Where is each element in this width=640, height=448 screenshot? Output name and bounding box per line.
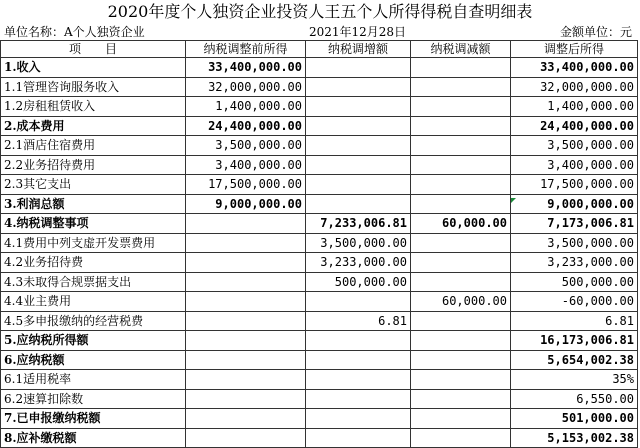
cell-increase[interactable] (306, 116, 411, 136)
table-row (1, 272, 638, 292)
cell-item[interactable]: 4.1费用中列支虚开发票费用 (1, 233, 186, 253)
cell-before[interactable] (186, 233, 306, 253)
cell-increase[interactable] (306, 97, 411, 117)
table-row (1, 389, 638, 409)
cell-after[interactable]: 16,173,006.81 (511, 331, 638, 351)
cell-increase[interactable] (306, 292, 411, 312)
table-header-row (1, 41, 638, 58)
cell-after[interactable]: 3,500,000.00 (511, 136, 638, 156)
cell-before[interactable]: 17,500,000.00 (186, 175, 306, 195)
cell-decrease[interactable] (411, 389, 511, 409)
date-label: 2021年12月28日 (308, 25, 407, 39)
header-increase: 纳税调增额 (306, 41, 411, 58)
cell-decrease[interactable] (411, 77, 511, 97)
cell-increase[interactable] (306, 155, 411, 175)
cell-before[interactable]: 9,000,000.00 (186, 194, 306, 214)
cell-before[interactable] (186, 409, 306, 429)
cell-after[interactable]: 500,000.00 (511, 272, 638, 292)
cell-before[interactable]: 32,000,000.00 (186, 77, 306, 97)
cell-item[interactable]: 2.1酒店住宿费用 (1, 136, 186, 156)
cell-decrease[interactable] (411, 194, 511, 214)
cell-increase[interactable] (306, 77, 411, 97)
cell-decrease[interactable] (411, 311, 511, 331)
cell-after[interactable]: 33,400,000.00 (511, 58, 638, 78)
unit-name-label: 单位名称：A个人独资企业 (4, 25, 145, 39)
cell-after[interactable]: 35% (511, 370, 638, 390)
cell-increase[interactable]: 500,000.00 (306, 272, 411, 292)
cell-increase[interactable] (306, 350, 411, 370)
table-row (1, 97, 638, 117)
cell-increase[interactable] (306, 194, 411, 214)
table-row (1, 214, 638, 234)
cell-after[interactable]: 9,000,000.00 (511, 194, 638, 214)
cell-decrease[interactable] (411, 370, 511, 390)
cell-increase[interactable] (306, 428, 411, 448)
cell-after[interactable]: 3,400,000.00 (511, 155, 638, 175)
cell-decrease[interactable] (411, 409, 511, 429)
table-row (1, 428, 638, 448)
cell-decrease[interactable] (411, 272, 511, 292)
cell-after[interactable]: 24,400,000.00 (511, 116, 638, 136)
cell-increase[interactable]: 3,233,000.00 (306, 253, 411, 273)
cell-after[interactable]: 6.81 (511, 311, 638, 331)
cell-before[interactable] (186, 311, 306, 331)
cell-after[interactable]: 501,000.00 (511, 409, 638, 429)
cell-after[interactable]: -60,000.00 (511, 292, 638, 312)
cell-item[interactable]: 3.利润总额 (1, 194, 186, 214)
table-row (1, 233, 638, 253)
cell-before[interactable] (186, 350, 306, 370)
cell-after[interactable]: 17,500,000.00 (511, 175, 638, 195)
table-row (1, 331, 638, 351)
cell-item[interactable]: 4.2业务招待费 (1, 253, 186, 273)
cell-decrease[interactable]: 60,000.00 (411, 214, 511, 234)
cell-increase[interactable]: 3,500,000.00 (306, 233, 411, 253)
cell-decrease[interactable] (411, 155, 511, 175)
cell-decrease[interactable] (411, 97, 511, 117)
table-row (1, 155, 638, 175)
cell-before[interactable]: 3,500,000.00 (186, 136, 306, 156)
cell-after[interactable]: 7,173,006.81 (511, 214, 638, 234)
cell-item[interactable]: 1.2房租租赁收入 (1, 97, 186, 117)
header-decrease: 纳税调减额 (411, 41, 511, 58)
tax-detail-table (0, 40, 638, 448)
cell-item[interactable]: 6.1适用税率 (1, 370, 186, 390)
cell-before[interactable] (186, 370, 306, 390)
cell-before[interactable]: 24,400,000.00 (186, 116, 306, 136)
cell-increase[interactable] (306, 175, 411, 195)
cell-decrease[interactable] (411, 233, 511, 253)
cell-item[interactable]: 6.应纳税额 (1, 350, 186, 370)
cell-increase[interactable] (306, 136, 411, 156)
table-row (1, 370, 638, 390)
cell-after[interactable]: 3,233,000.00 (511, 253, 638, 273)
cell-item[interactable]: 7.已申报缴纳税额 (1, 409, 186, 429)
header-item: 项 目 (1, 41, 186, 58)
cell-item[interactable]: 2.2业务招待费用 (1, 155, 186, 175)
table-row (1, 292, 638, 312)
cell-after[interactable]: 5,153,002.38 (511, 428, 638, 448)
table-row (1, 194, 638, 214)
cell-before[interactable]: 33,400,000.00 (186, 58, 306, 78)
cell-after[interactable]: 1,400,000.00 (511, 97, 638, 117)
cell-increase[interactable] (306, 370, 411, 390)
header-after: 调整后所得 (511, 41, 638, 58)
table-row (1, 116, 638, 136)
cell-item[interactable]: 4.5多申报缴纳的经营税费 (1, 311, 186, 331)
cell-item[interactable]: 5.应纳税所得额 (1, 331, 186, 351)
page-title: 2020年度个人独资企业投资人王五个人所得得税自查明细表 (107, 2, 533, 21)
table-row (1, 77, 638, 97)
cell-before[interactable] (186, 214, 306, 234)
table-row (1, 175, 638, 195)
cell-item[interactable]: 6.2速算扣除数 (1, 389, 186, 409)
cell-before[interactable] (186, 428, 306, 448)
cell-marker-icon (511, 198, 516, 203)
header-before: 纳税调整前所得 (186, 41, 306, 58)
table-row (1, 253, 638, 273)
cell-before[interactable]: 3,400,000.00 (186, 155, 306, 175)
cell-after[interactable]: 3,500,000.00 (511, 233, 638, 253)
cell-item[interactable]: 4.纳税调整事项 (1, 214, 186, 234)
cell-after[interactable]: 5,654,002.38 (511, 350, 638, 370)
cell-decrease[interactable] (411, 428, 511, 448)
cell-increase[interactable]: 6.81 (306, 311, 411, 331)
table-row (1, 350, 638, 370)
table-row (1, 409, 638, 429)
cell-after[interactable]: 32,000,000.00 (511, 77, 638, 97)
table-row (1, 58, 638, 78)
cell-after[interactable]: 6,550.00 (511, 389, 638, 409)
cell-increase[interactable]: 7,233,006.81 (306, 214, 411, 234)
cell-item[interactable]: 2.成本费用 (1, 116, 186, 136)
cell-before[interactable] (186, 292, 306, 312)
cell-decrease[interactable] (411, 136, 511, 156)
meta-bar (0, 24, 640, 40)
table-row (1, 136, 638, 156)
cell-before[interactable]: 1,400,000.00 (186, 97, 306, 117)
cell-item[interactable]: 8.应补缴税额 (1, 428, 186, 448)
cell-item[interactable]: 1.1管理咨询服务收入 (1, 77, 186, 97)
cell-item[interactable]: 4.3未取得合规票据支出 (1, 272, 186, 292)
cell-decrease[interactable] (411, 350, 511, 370)
cell-decrease[interactable] (411, 116, 511, 136)
cell-decrease[interactable] (411, 331, 511, 351)
cell-before[interactable] (186, 389, 306, 409)
cell-decrease[interactable] (411, 58, 511, 78)
cell-increase[interactable] (306, 389, 411, 409)
cell-increase[interactable] (306, 58, 411, 78)
cell-before[interactable] (186, 253, 306, 273)
cell-item[interactable]: 2.3其它支出 (1, 175, 186, 195)
cell-increase[interactable] (306, 409, 411, 429)
cell-increase[interactable] (306, 331, 411, 351)
cell-item[interactable]: 4.4业主费用 (1, 292, 186, 312)
cell-decrease[interactable] (411, 253, 511, 273)
cell-decrease[interactable] (411, 175, 511, 195)
cell-before[interactable] (186, 272, 306, 292)
currency-label: 金额单位：元 (559, 25, 632, 39)
cell-decrease[interactable]: 60,000.00 (411, 292, 511, 312)
cell-item[interactable]: 1.收入 (1, 58, 186, 78)
table-row (1, 311, 638, 331)
cell-before[interactable] (186, 331, 306, 351)
